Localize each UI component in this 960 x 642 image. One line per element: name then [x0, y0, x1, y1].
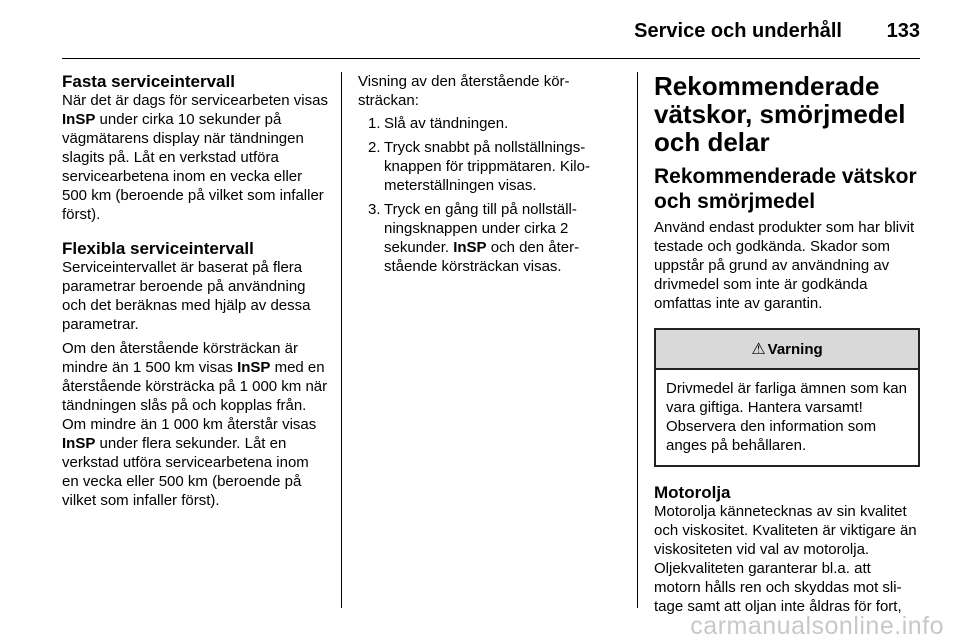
heading-engine-oil: Motorolja [654, 483, 731, 502]
warning-header [656, 330, 918, 370]
watermark: carmanualsonline.info [690, 612, 944, 640]
insp-code: InSP [453, 239, 487, 256]
step-number: 3. [368, 201, 381, 218]
header-title: Service och underhåll [634, 20, 842, 42]
column-divider-1 [341, 72, 342, 608]
flexible-intervals-paragraph-1: Serviceintervallet är baserat på flera parametrar beroende på användning och det beräknas med hjälp av dessa parametrar. [62, 259, 311, 333]
step-number: 2. [368, 139, 381, 156]
text-run: under flera sekunder. Låt en verkstad utföra servicearbetena inom en vecka eller 500 km (beroende på vilket som infaller först). [62, 435, 309, 509]
text-run: Om den återstående körsträckan är mindre än 1 500 km visas [62, 340, 298, 376]
header-rule [62, 58, 920, 59]
column-divider-2 [637, 72, 638, 608]
text-run: med en återstående körsträcka på 1 000 km när tändningen slås på och kopplas från. Om mindre än 1 000 km återstår visas [62, 359, 328, 433]
remaining-distance-intro: Visning av den återstående körsträckan: [358, 73, 570, 109]
heading-flexible-intervals: Flexibla serviceintervall [62, 239, 254, 258]
step-text: Tryck en gång till på nollställningsknappen under cirka 2 sekunder. [384, 201, 577, 256]
page-header [62, 0, 920, 58]
section-title: Rekommenderade vätskor, smörjmedel och delar [654, 71, 906, 157]
engine-oil-paragraph: Motorolja kännetecknas av sin kvalitet och viskositet. Kvaliteten är viktigare än viskositeten vid val av motorolja. Oljekvaliteten garanterar bl.a. att motorn hålls ren och skyddas mot slitage samt att oljan inte åldras för fort, [654, 503, 917, 615]
step-item [358, 114, 618, 133]
text-run: När det är dags för servicearbeten visas [62, 92, 328, 109]
column-right [654, 72, 920, 616]
warning-title: Varning [767, 340, 823, 358]
step-text: Tryck snabbt på nollställningsknappen för trippmätaren. Kilometerställningen visas. [384, 139, 590, 194]
heading-fixed-intervals: Fasta serviceintervall [62, 72, 235, 91]
subsection-title: Rekommenderade vätskor och smörjmedel [654, 165, 917, 213]
flexible-intervals-paragraph-2 [62, 339, 328, 510]
fixed-intervals-paragraph [62, 91, 328, 224]
column-middle [358, 72, 618, 281]
steps-list [358, 114, 618, 276]
step-number: 1. [368, 115, 381, 132]
step-text: Slå av tändningen. [384, 115, 509, 132]
warning-box [654, 328, 920, 467]
warning-body: Drivmedel är farliga ämnen som kan vara giftiga. Hantera varsamt! Observera den information som anges på behållaren. [666, 380, 907, 454]
step-item [358, 200, 618, 276]
insp-code: InSP [237, 359, 271, 376]
warning-icon: ⚠ [751, 341, 766, 358]
insp-code: InSP [62, 435, 96, 452]
column-left [62, 72, 328, 510]
step-item [358, 138, 618, 195]
step-text: och den återstående körsträckan visas. [384, 239, 580, 275]
text-run: under cirka 10 sekunder på vägmätarens display när tändningen slagits på. Låt en verkstad utföra servicearbetena inom en vecka eller 500 km (beroende på vilket som infaller först). [62, 111, 324, 223]
recommended-products-paragraph: Använd endast produkter som har blivit testade och godkända. Skador som uppstår på grund av användning av drivmedel som inte är godkända omfattas inte av garantin. [654, 219, 915, 312]
insp-code: InSP [62, 111, 96, 128]
page-number: 133 [886, 20, 920, 42]
